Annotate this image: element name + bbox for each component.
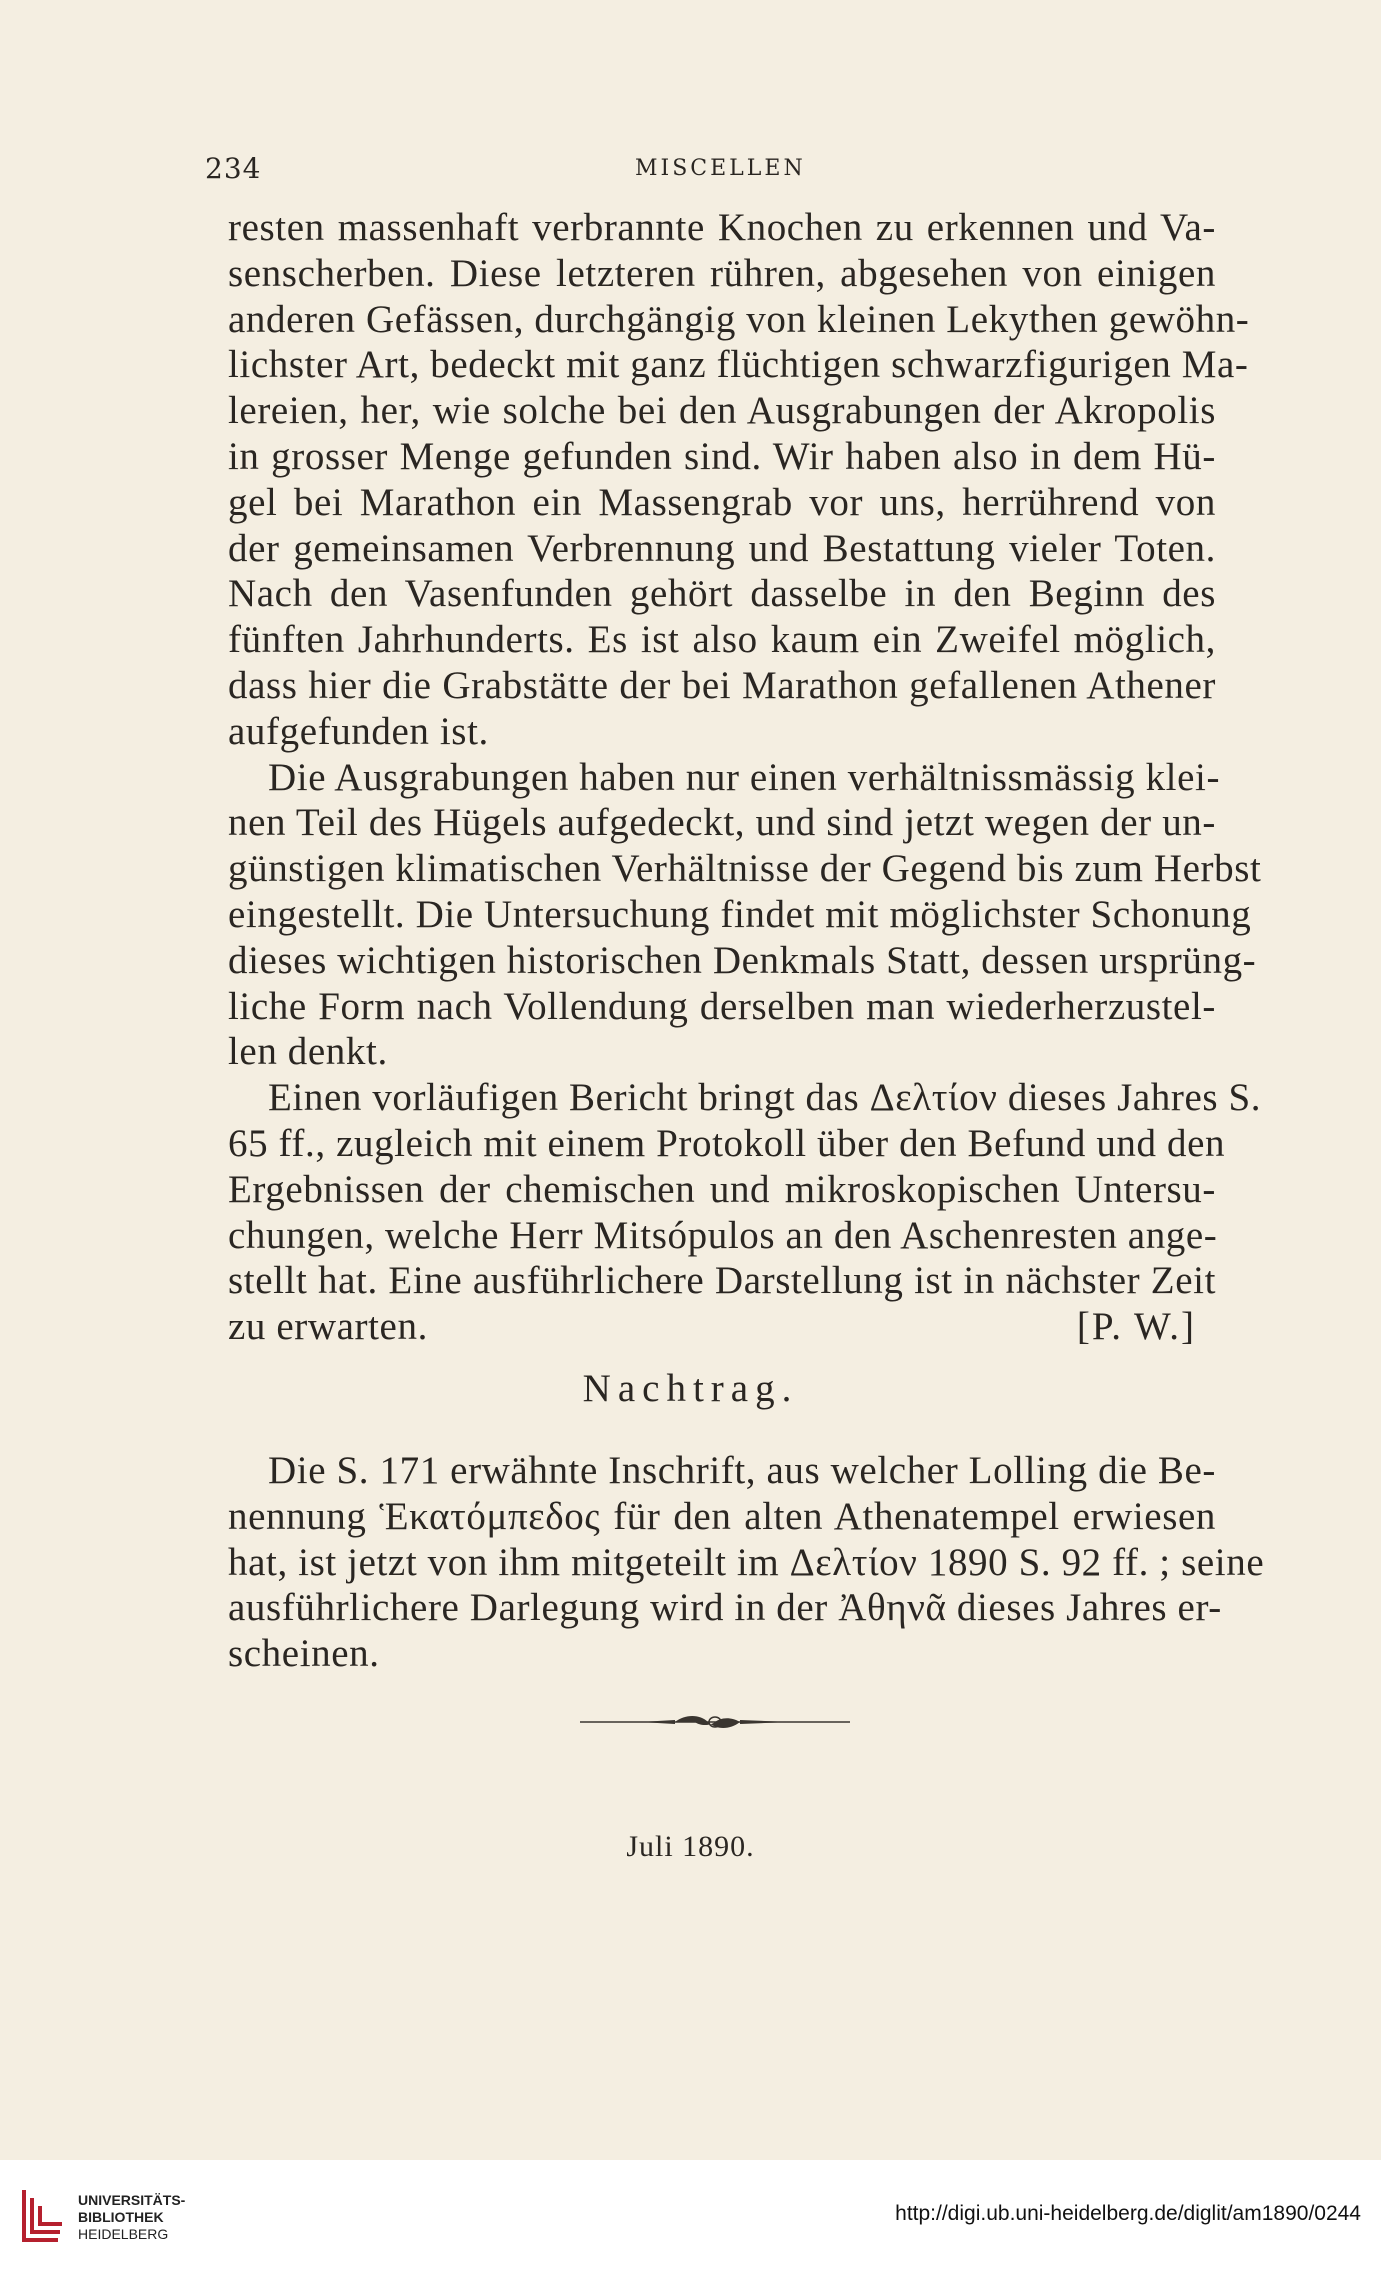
section-heading: Nachtrag.	[582, 1367, 799, 1410]
library-name-line: UNIVERSITÄTS-	[78, 2192, 186, 2208]
text-line: dass hier die Grabstätte der bei Marathon gefallenen Athener	[228, 663, 1216, 707]
addendum-text	[228, 1448, 1265, 1677]
text-line: in grosser Menge gefunden sind. Wir haben also in dem Hü-	[228, 434, 1216, 478]
decorative-rule-ornament-icon	[580, 1712, 850, 1732]
closing-line	[228, 1304, 1216, 1350]
library-name-line: BIBLIOTHEK	[78, 2209, 164, 2225]
source-url-link[interactable]: http://digi.ub.uni-heidelberg.de/diglit/am1890/0244	[895, 2202, 1361, 2225]
paragraph-3	[228, 1075, 1262, 1350]
library-name-line: HEIDELBERG	[78, 2226, 169, 2242]
text-line: ausführlichere Darlegung wird in der Ἀθηνᾶ dieses Jahres er-	[228, 1586, 1222, 1630]
text-line: len denkt.	[228, 1030, 388, 1074]
text-line: anderen Gefässen, durchgängig von kleinen Lekythen gewöhn-	[228, 297, 1250, 341]
text-line: nennung Ἑκατόμπεδος für den alten Athenatempel erwiesen	[228, 1494, 1216, 1538]
running-title: MISCELLEN	[635, 156, 806, 181]
library-logo-icon	[18, 2188, 66, 2248]
text-line: fünften Jahrhunderts. Es ist also kaum ein Zweifel möglich,	[228, 618, 1216, 662]
text-line: chungen, welche Herr Mitsópulos an den Aschenresten ange-	[228, 1213, 1218, 1257]
text-line: gel bei Marathon ein Massengrab vor uns, herrührend von	[228, 480, 1216, 524]
text-line: Einen vorläufigen Bericht bringt das Δελτίον dieses Jahres S.	[268, 1076, 1262, 1120]
text-line: scheinen.	[228, 1632, 380, 1676]
text-line: Ergebnissen der chemischen und mikroskopischen Untersu-	[228, 1167, 1216, 1211]
text-line: dieses wichtigen historischen Denkmals Statt, dessen ursprüng-	[228, 938, 1257, 982]
text-line: nen Teil des Hügels aufgedeckt, und sind jetzt wegen der un-	[228, 801, 1216, 845]
text-line: stellt hat. Eine ausführlichere Darstellung ist in nächster Zeit	[228, 1259, 1216, 1303]
text-line: Die S. 171 erwähnte Inschrift, aus welcher Lolling die Be-	[268, 1449, 1216, 1492]
text-line: lichster Art, bedeckt mit ganz flüchtigen schwarzfigurigen Ma-	[228, 343, 1249, 387]
paragraph-2	[228, 755, 1262, 1076]
date-line: Juli 1890.	[626, 1830, 755, 1863]
digitization-footer	[0, 2160, 1381, 2276]
text-line: lereien, her, wie solche bei den Ausgrabungen der Akropolis	[228, 389, 1216, 433]
text-line: zu erwarten.	[228, 1305, 428, 1349]
text-line: 65 ff., zugleich mit einem Protokoll über den Befund und den	[228, 1121, 1226, 1165]
page-number: 234	[205, 152, 262, 185]
author-signature: [P. W.]	[1076, 1305, 1196, 1349]
text-line: der gemeinsamen Verbrennung und Bestattung vieler Toten.	[228, 526, 1216, 570]
text-line: aufgefunden ist.	[228, 709, 489, 753]
text-line: eingestellt. Die Untersuchung findet mit möglichster Schonung	[228, 892, 1252, 936]
paragraph-1	[228, 205, 1250, 755]
text-line: Die Ausgrabungen haben nur einen verhältnissmässig klei-	[268, 755, 1221, 799]
text-line: hat, ist jetzt von ihm mitgeteilt im Δελτίον 1890 S. 92 ff. ; seine	[228, 1540, 1265, 1584]
page-header	[205, 152, 1225, 192]
main-text	[228, 205, 1262, 1350]
library-name	[78, 2192, 185, 2243]
text-line: senscherben. Diese letzteren rühren, abgesehen von einigen	[228, 251, 1216, 295]
text-line: Nach den Vasenfunden gehört dasselbe in den Beginn des	[228, 572, 1216, 616]
text-line: günstigen klimatischen Verhältnisse der Gegend bis zum Herbst	[228, 847, 1262, 891]
text-line: liche Form nach Vollendung derselben man wiederherzustel-	[228, 984, 1216, 1028]
text-line: resten massenhaft verbrannte Knochen zu erkennen und Va-	[228, 206, 1216, 249]
